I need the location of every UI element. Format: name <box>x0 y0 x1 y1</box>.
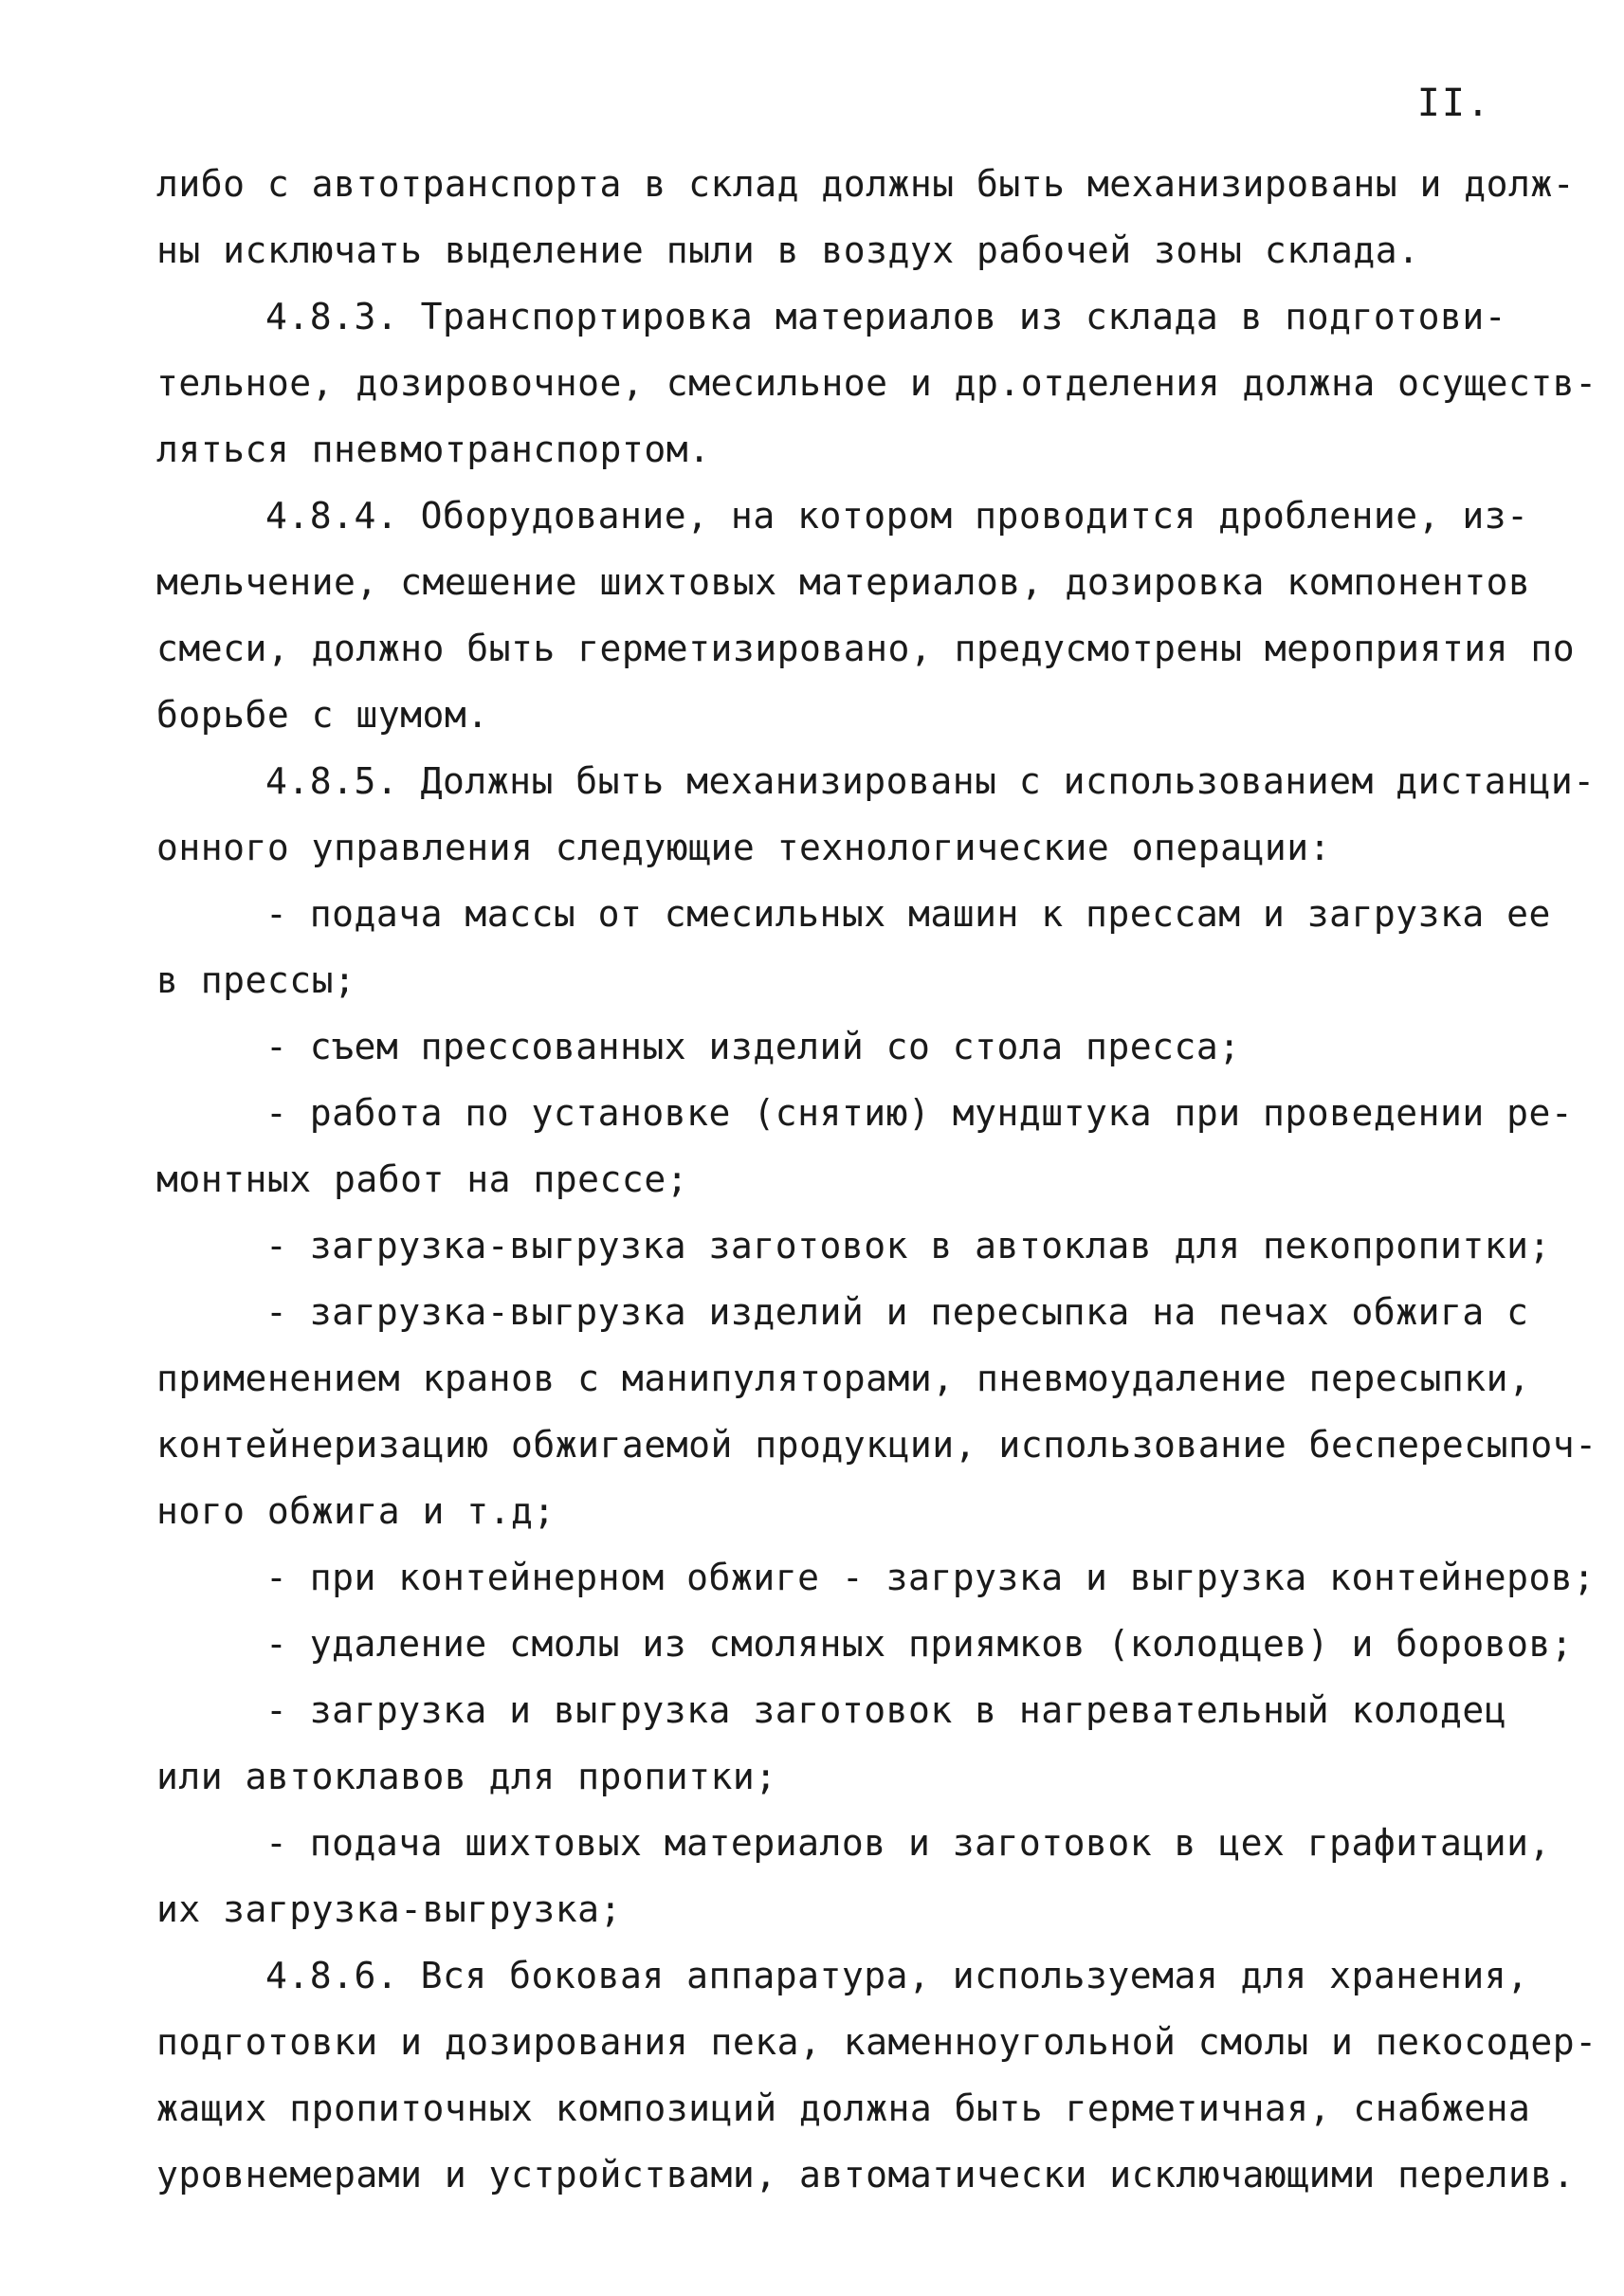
list-item: - съем прессованных изделий со стола пресса; <box>265 1026 1241 1067</box>
text-line: онного управления следующие технологические операции: <box>156 827 1332 868</box>
text-line: ного обжига и т.д; <box>156 1490 556 1532</box>
page-number: II. <box>1416 82 1491 125</box>
list-item: - работа по установке (снятию) мундштука при проведении ре- <box>265 1092 1574 1134</box>
text-line: контейнеризацию обжигаемой продукции, использование беспересыпоч- <box>156 1424 1597 1466</box>
text-line: ляться пневмотранспортом. <box>156 428 711 470</box>
text-line: их загрузка-выгрузка; <box>156 1888 622 1930</box>
paragraph-4-8-3-start: 4.8.3. Транспортировка материалов из склада в подготови- <box>265 296 1507 337</box>
text-line: монтных работ на прессе; <box>156 1158 689 1200</box>
paragraph-4-8-6-start: 4.8.6. Вся боковая аппаратура, используемая для хранения, <box>265 1955 1529 1996</box>
text-line: уровнемерами и устройствами, автоматически исключающими перелив. <box>156 2154 1576 2196</box>
text-line: ны исключать выделение пыли в воздух рабочей зоны склада. <box>156 229 1420 271</box>
text-line: или автоклавов для пропитки; <box>156 1756 777 1797</box>
text-line: применением кранов с манипуляторами, пневмоудаление пересыпки, <box>156 1358 1531 1399</box>
list-item: - удаление смолы из смоляных приямков (колодцев) и боровов; <box>265 1623 1574 1665</box>
text-line: борьбе с шумом. <box>156 694 489 736</box>
paragraph-4-8-5-start: 4.8.5. Должны быть механизированы с использованием дистанци- <box>265 760 1596 802</box>
text-line: мельчение, смешение шихтовых материалов, дозировка компонентов <box>156 561 1531 603</box>
text-line: либо с автотранспорта в склад должны быть механизированы и долж- <box>156 163 1576 205</box>
list-item: - загрузка-выгрузка заготовок в автоклав для пекопропитки; <box>265 1225 1551 1266</box>
list-item: - загрузка и выгрузка заготовок в нагревательный колодец <box>265 1689 1507 1731</box>
paragraph-4-8-4-start: 4.8.4. Оборудование, на котором проводится дробление, из- <box>265 495 1529 537</box>
list-item: - при контейнерном обжиге - загрузка и выгрузка контейнеров; <box>265 1557 1596 1598</box>
text-line: смеси, должно быть герметизировано, предусмотрены мероприятия по <box>156 628 1576 669</box>
list-item: - загрузка-выгрузка изделий и пересыпка на печах обжига с <box>265 1291 1529 1333</box>
text-line: тельное, дозировочное, смесильное и др.отделения должна осуществ- <box>156 362 1597 404</box>
list-item: - подача шихтовых материалов и заготовок в цех графитации, <box>265 1822 1551 1864</box>
list-item: - подача массы от смесильных машин к прессам и загрузка ее <box>265 893 1551 935</box>
text-line: жащих пропиточных композиций должна быть герметичная, снабжена <box>156 2087 1531 2129</box>
text-line: в прессы; <box>156 959 356 1001</box>
text-line: подготовки и дозирования пека, каменноугольной смолы и пекосодер- <box>156 2021 1597 2063</box>
